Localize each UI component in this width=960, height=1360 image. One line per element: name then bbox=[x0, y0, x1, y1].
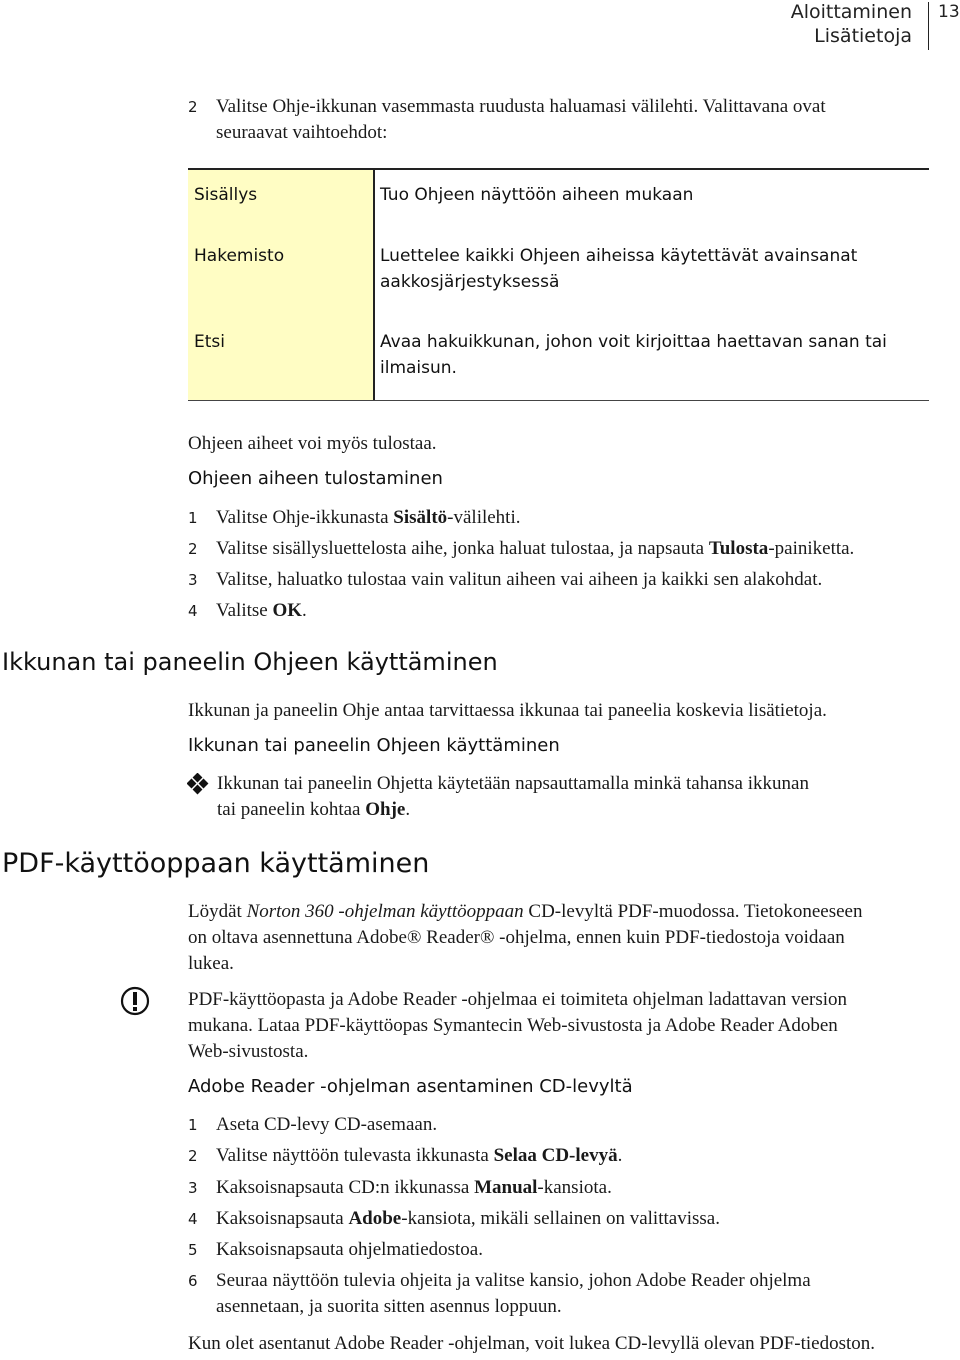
step-bold: Tulosta bbox=[708, 538, 769, 559]
table-column-rule bbox=[373, 170, 375, 400]
tabs-table bbox=[188, 168, 929, 402]
step-text: Valitse sisällysluettelosta aihe, jonka haluat tulostaa, ja napsauta bbox=[216, 538, 709, 559]
table-cell-description: Luettelee kaikki Ohjeen aiheissa käytettävät avainsanat bbox=[380, 246, 858, 266]
step-text-end: . bbox=[617, 1145, 623, 1166]
bullet-text: tai paneelin kohtaa bbox=[217, 799, 366, 820]
window-help-subheading: Ikkunan tai paneelin Ohjeen käyttäminen bbox=[188, 735, 560, 756]
diamond-bullet-icon bbox=[187, 773, 209, 795]
table-cell-name: Hakemisto bbox=[194, 246, 285, 266]
step-number: 5 bbox=[188, 1241, 198, 1259]
warning-line3: Web-sivustosta. bbox=[188, 1041, 309, 1062]
step-number: 2 bbox=[188, 1147, 198, 1165]
step-number: 4 bbox=[188, 1210, 198, 1228]
warning-icon bbox=[119, 985, 151, 1017]
pdf-paragraph bbox=[188, 899, 862, 977]
print-step bbox=[188, 536, 854, 562]
step-bold: Selaa CD-levyä bbox=[493, 1145, 618, 1166]
step-number: 1 bbox=[188, 509, 198, 527]
print-step bbox=[188, 567, 822, 593]
pdf-guide-title: Norton 360 -ohjelman käyttöoppaan bbox=[246, 901, 524, 922]
step-number: 3 bbox=[188, 1179, 198, 1197]
step-text: Valitse Ohje-ikkunasta bbox=[216, 507, 394, 528]
step-text: Aseta CD-levy CD-asemaan. bbox=[216, 1114, 438, 1135]
step-text-end: -välilehti. bbox=[447, 507, 521, 528]
step-text: Valitse näyttöön tulevasta ikkunasta bbox=[216, 1145, 494, 1166]
step-bold: Manual bbox=[474, 1177, 538, 1198]
print-heading: Ohjeen aiheen tulostaminen bbox=[188, 468, 443, 489]
step-text: Valitse bbox=[216, 600, 273, 621]
intro-step-line2: seuraavat vaihtoehdot: bbox=[216, 122, 388, 143]
closing-paragraph: Kun olet asentanut Adobe Reader -ohjelman, voit lukea CD-levyllä olevan PDF-tiedoston. bbox=[188, 1333, 876, 1354]
install-step bbox=[188, 1206, 720, 1232]
install-step bbox=[188, 1268, 811, 1320]
intro-step bbox=[188, 94, 826, 146]
install-step bbox=[188, 1237, 483, 1263]
table-cell-name: Etsi bbox=[194, 332, 225, 352]
section-title-pdf: PDF-käyttöoppaan käyttäminen bbox=[2, 848, 430, 879]
step-text: Kaksoisnapsauta CD:n ikkunassa bbox=[216, 1177, 475, 1198]
step-number: 4 bbox=[188, 602, 198, 620]
bullet-line1: Ikkunan tai paneelin Ohjetta käytetään napsauttamalla minkä tahansa ikkunan bbox=[217, 773, 809, 794]
install-step bbox=[188, 1175, 612, 1201]
window-help-bullet bbox=[217, 771, 809, 823]
window-help-intro: Ikkunan ja paneelin Ohje antaa tarvittaessa ikkunaa tai paneelia koskevia lisätietoja. bbox=[188, 700, 827, 721]
step-text-end: . bbox=[302, 600, 307, 621]
bullet-line2 bbox=[217, 797, 809, 823]
warning-line1: PDF-käyttöopasta ja Adobe Reader -ohjelmaa ei toimiteta ohjelman ladattavan version bbox=[188, 989, 847, 1010]
install-step bbox=[188, 1143, 622, 1169]
pdf-text-line2: on oltava asennettuna Adobe® Reader® -ohjelma, ennen kuin PDF-tiedostoja voidaan bbox=[188, 927, 845, 948]
pdf-text-line3: lukea. bbox=[188, 953, 234, 974]
step-text-line2: asennetaan, ja suorita sitten asennus loppuun. bbox=[216, 1296, 562, 1317]
table-cell-description: ilmaisun. bbox=[380, 358, 457, 378]
step-number: 2 bbox=[188, 540, 198, 558]
step-text: Seuraa näyttöön tulevia ohjeita ja valitse kansio, johon Adobe Reader ohjelma bbox=[216, 1270, 811, 1291]
print-step bbox=[188, 505, 521, 531]
warning-line2: mukana. Lataa PDF-käyttöopas Symantecin Web-sivustosta ja Adobe Reader Adoben bbox=[188, 1015, 838, 1036]
running-header bbox=[791, 0, 912, 48]
step-text-end: -kansiota, mikäli sellainen on valittavissa. bbox=[401, 1208, 720, 1229]
step-number: 6 bbox=[188, 1272, 198, 1290]
header-divider bbox=[928, 2, 929, 50]
intro-step-line1: Valitse Ohje-ikkunan vasemmasta ruudusta haluamasi välilehti. Valittavana ovat bbox=[216, 96, 826, 117]
section-title-window-help: Ikkunan tai paneelin Ohjeen käyttäminen bbox=[2, 648, 498, 676]
install-step bbox=[188, 1112, 437, 1138]
step-number: 3 bbox=[188, 571, 198, 589]
table-cell-description: aakkosjärjestyksessä bbox=[380, 272, 560, 292]
bullet-text-end: . bbox=[405, 799, 411, 820]
step-text-end: -kansiota. bbox=[537, 1177, 612, 1198]
header-chapter: Aloittaminen bbox=[790, 1, 912, 23]
table-cell-name: Sisällys bbox=[194, 185, 258, 205]
table-bottom-rule bbox=[188, 400, 929, 401]
table-top-rule bbox=[188, 168, 929, 170]
header-section: Lisätietoja bbox=[814, 25, 912, 47]
page-number: 13 bbox=[938, 2, 960, 22]
print-note: Ohjeen aiheet voi myös tulostaa. bbox=[188, 433, 437, 454]
print-step bbox=[188, 598, 307, 624]
step-bold: Sisältö bbox=[393, 507, 448, 528]
table-cell-description: Tuo Ohjeen näyttöön aiheen mukaan bbox=[380, 185, 694, 205]
intro-step-number: 2 bbox=[188, 98, 198, 116]
step-bold: Adobe bbox=[348, 1208, 402, 1229]
table-cell-description: Avaa hakuikkunan, johon voit kirjoittaa haettavan sanan tai bbox=[380, 332, 887, 352]
step-text-end: -painiketta. bbox=[768, 538, 855, 559]
pdf-text-end: CD-levyltä PDF-muodossa. Tietokoneeseen bbox=[523, 901, 863, 922]
pdf-text: Löydät bbox=[188, 901, 247, 922]
step-text: Kaksoisnapsauta bbox=[216, 1208, 349, 1229]
step-text: Valitse, haluatko tulostaa vain valitun aiheen vai aiheen ja kaikki sen alakohdat. bbox=[216, 569, 823, 590]
step-number: 1 bbox=[188, 1116, 198, 1134]
install-heading: Adobe Reader -ohjelman asentaminen CD-levyltä bbox=[188, 1076, 633, 1097]
step-text: Kaksoisnapsauta ohjelmatiedostoa. bbox=[216, 1239, 483, 1260]
bullet-bold: Ohje bbox=[365, 799, 406, 820]
warning-paragraph bbox=[188, 987, 847, 1065]
step-bold: OK bbox=[272, 600, 303, 621]
